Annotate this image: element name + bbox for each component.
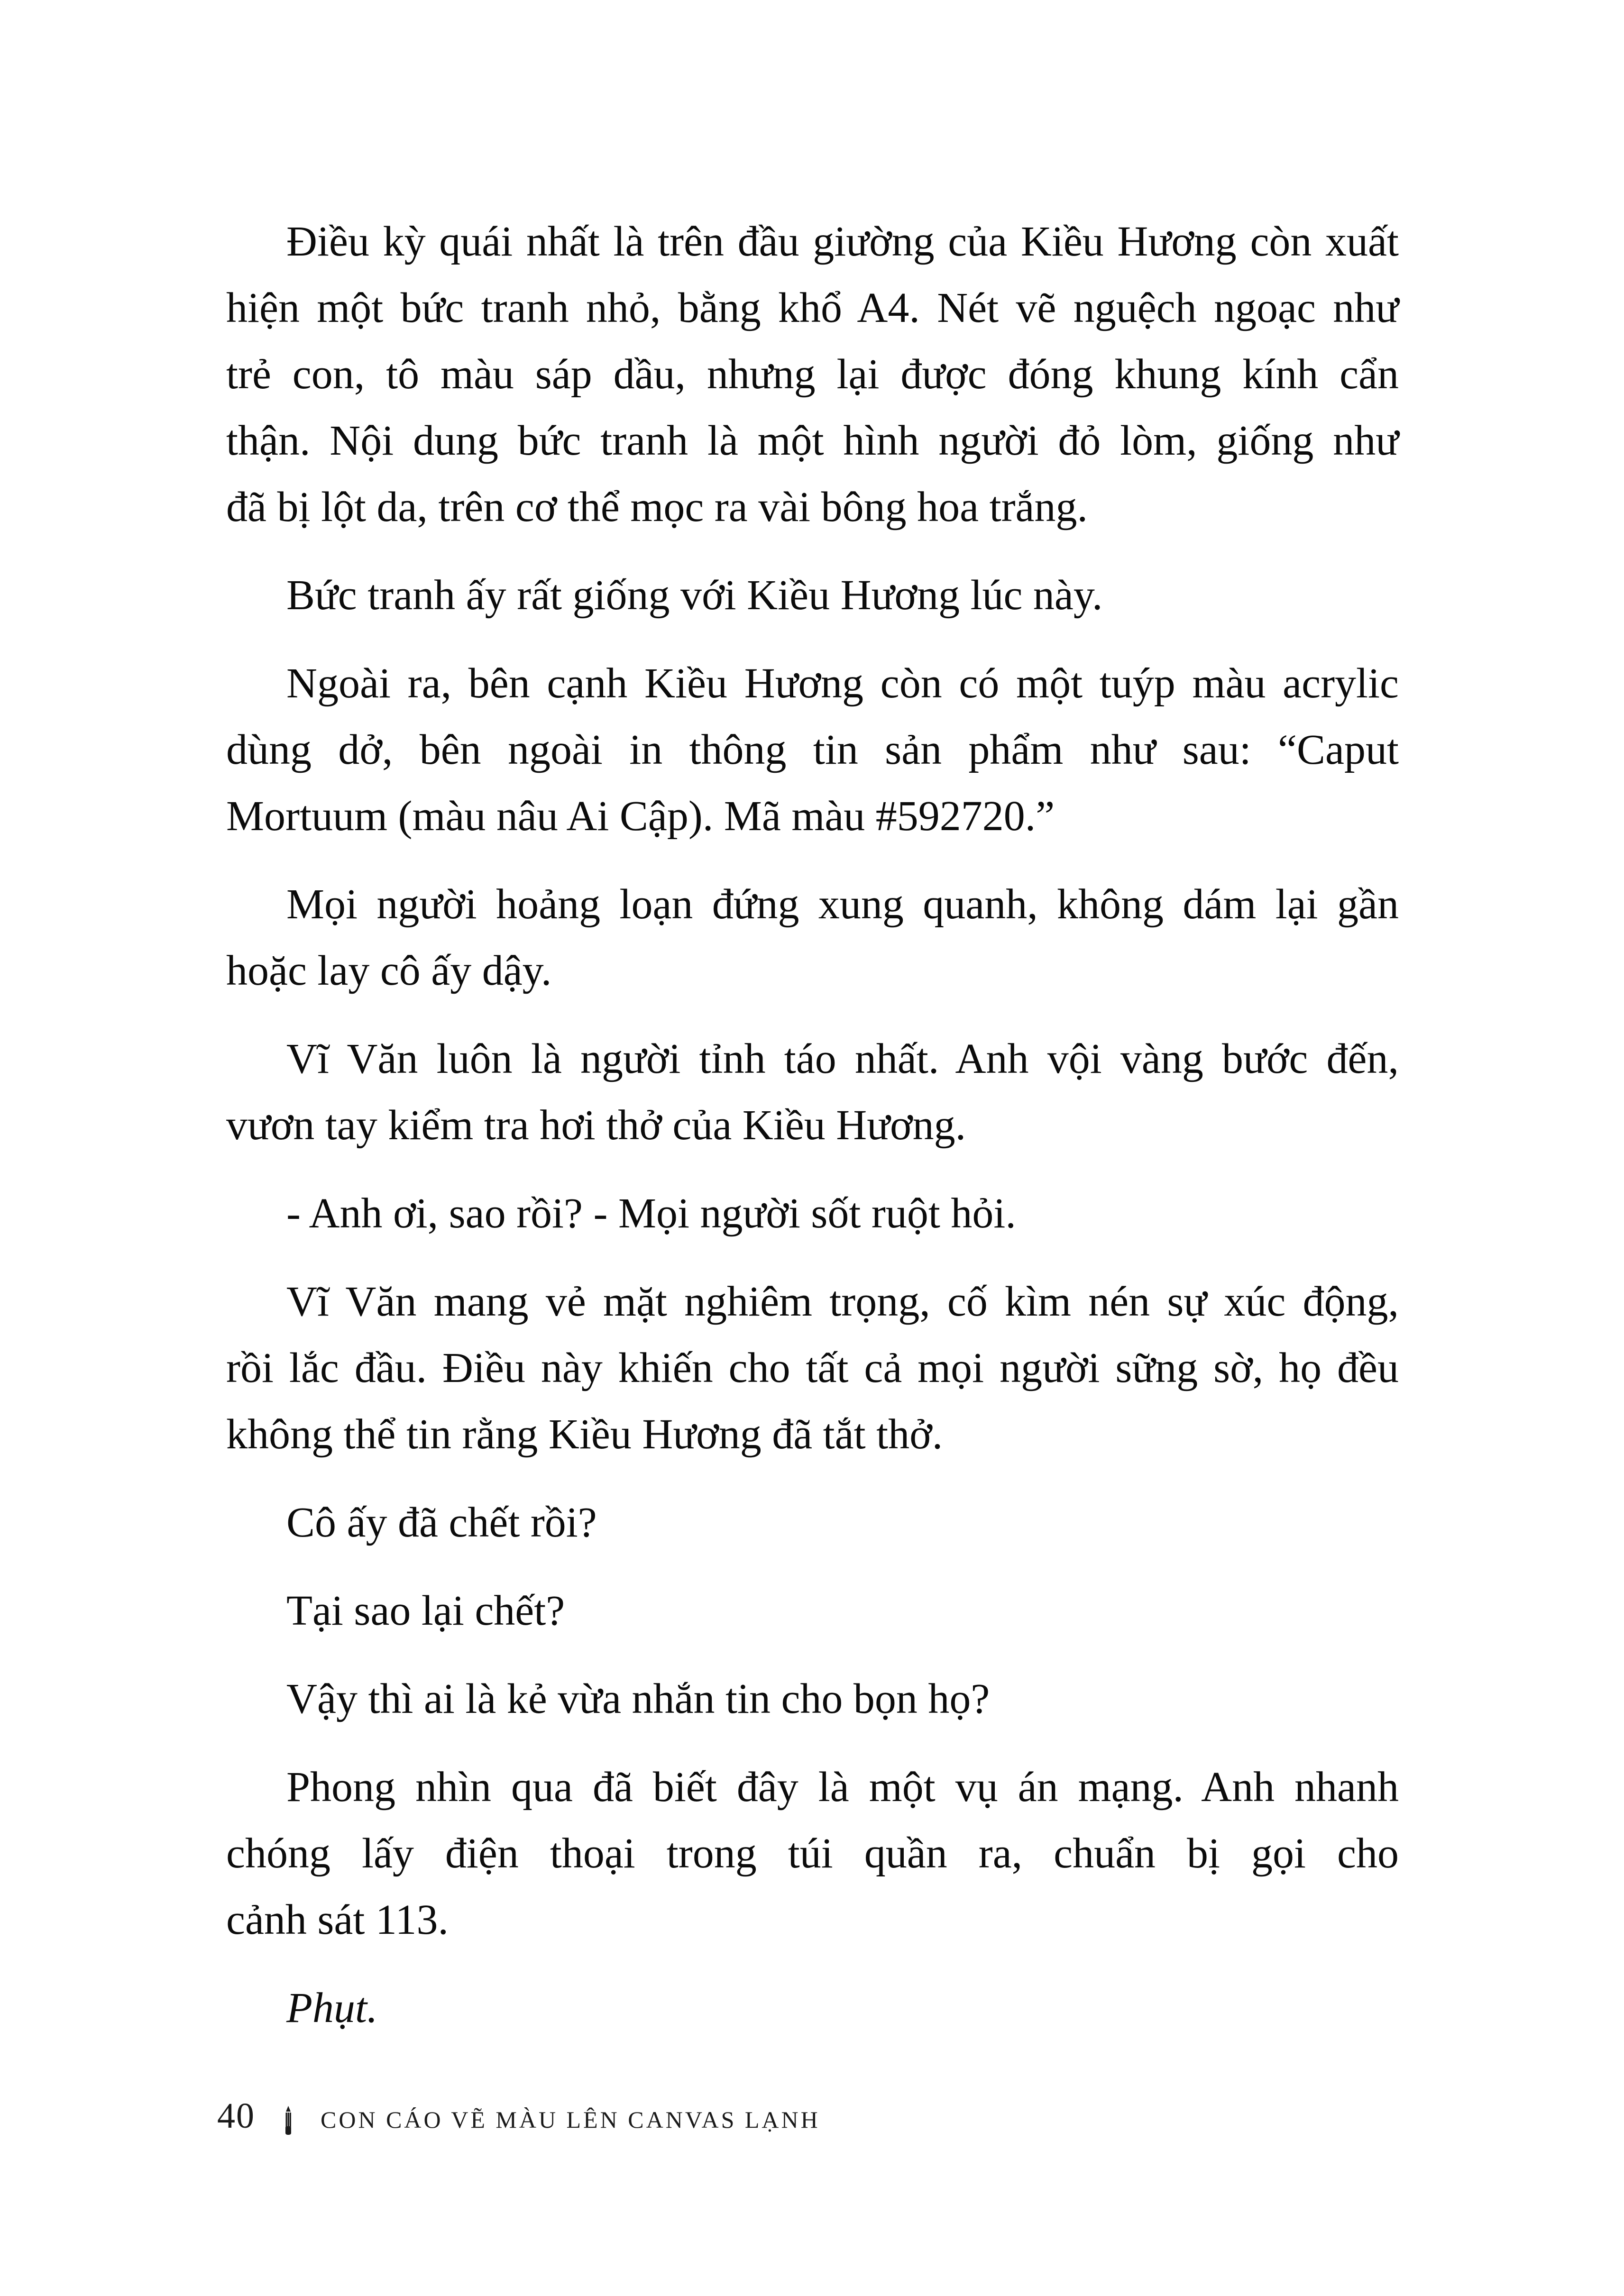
text-line: chóng lấy điện thoại trong túi quần ra, chuẩn bị gọi cho (226, 1830, 1399, 1877)
paragraph (226, 650, 1399, 850)
text-line: rồi lắc đầu. Điều này khiến cho tất cả mọi người sững sờ, họ đều (226, 1345, 1399, 1391)
text-line: Ngoài ra, bên cạnh Kiều Hương còn có một tuýp màu acrylic (286, 660, 1399, 707)
page-number: 40 (217, 2096, 255, 2136)
page-footer (217, 2095, 820, 2141)
paragraph (226, 1490, 1399, 1556)
page-text (226, 209, 1399, 2063)
text-line: dùng dở, bên ngoài in thông tin sản phẩm như sau: “Caput (226, 726, 1399, 773)
text-line: Vĩ Văn mang vẻ mặt nghiêm trọng, cố kìm nén sự xúc động, (286, 1278, 1399, 1325)
pencil-icon (283, 2105, 294, 2136)
paragraph (226, 1269, 1399, 1468)
paragraph (226, 1666, 1399, 1732)
paragraph (226, 1026, 1399, 1159)
text-line: Phong nhìn qua đã biết đây là một vụ án mạng. Anh nhanh (286, 1764, 1399, 1811)
text-line: Vĩ Văn luôn là người tỉnh táo nhất. Anh vội vàng bước đến, (286, 1035, 1399, 1082)
paragraph (226, 1754, 1399, 1953)
text-line: Phụt. (286, 1985, 378, 2031)
text-line: Mọi người hoảng loạn đứng xung quanh, không dám lại gần (286, 881, 1399, 928)
text-line: đã bị lột da, trên cơ thể mọc ra vài bông hoa trắng. (226, 484, 1088, 531)
text-line: Cô ấy đã chết rồi? (286, 1499, 597, 1546)
text-line: Điều kỳ quái nhất là trên đầu giường của Kiều Hương còn xuất (286, 218, 1399, 265)
text-line: hiện một bức tranh nhỏ, bằng khổ A4. Nét vẽ nguệch ngoạc như (226, 284, 1399, 331)
paragraph (226, 1975, 1399, 2041)
paragraph (226, 562, 1399, 629)
text-line: cảnh sát 113. (226, 1896, 449, 1943)
text-line: vươn tay kiểm tra hơi thở của Kiều Hương. (226, 1102, 966, 1149)
running-title: CON CÁO VẼ MÀU LÊN CANVAS LẠNH (321, 2106, 820, 2133)
text-line: trẻ con, tô màu sáp dầu, nhưng lại được đóng khung kính cẩn (226, 351, 1399, 398)
text-line: thận. Nội dung bức tranh là một hình người đỏ lòm, giống như (226, 417, 1399, 464)
text-line: Bức tranh ấy rất giống với Kiều Hương lúc này. (286, 572, 1103, 619)
text-line: Mortuum (màu nâu Ai Cập). Mã màu #592720.” (226, 793, 1055, 840)
paragraph (226, 1180, 1399, 1247)
paragraph (226, 209, 1399, 540)
text-line: không thể tin rằng Kiều Hương đã tắt thở. (226, 1411, 943, 1458)
paragraph (226, 871, 1399, 1004)
text-line: Tại sao lại chết? (286, 1587, 565, 1634)
paragraph (226, 1578, 1399, 1644)
text-line: Vậy thì ai là kẻ vừa nhắn tin cho bọn họ? (286, 1675, 990, 1722)
text-line: hoặc lay cô ấy dậy. (226, 947, 552, 994)
text-line: - Anh ơi, sao rồi? - Mọi người sốt ruột hỏi. (286, 1190, 1016, 1237)
